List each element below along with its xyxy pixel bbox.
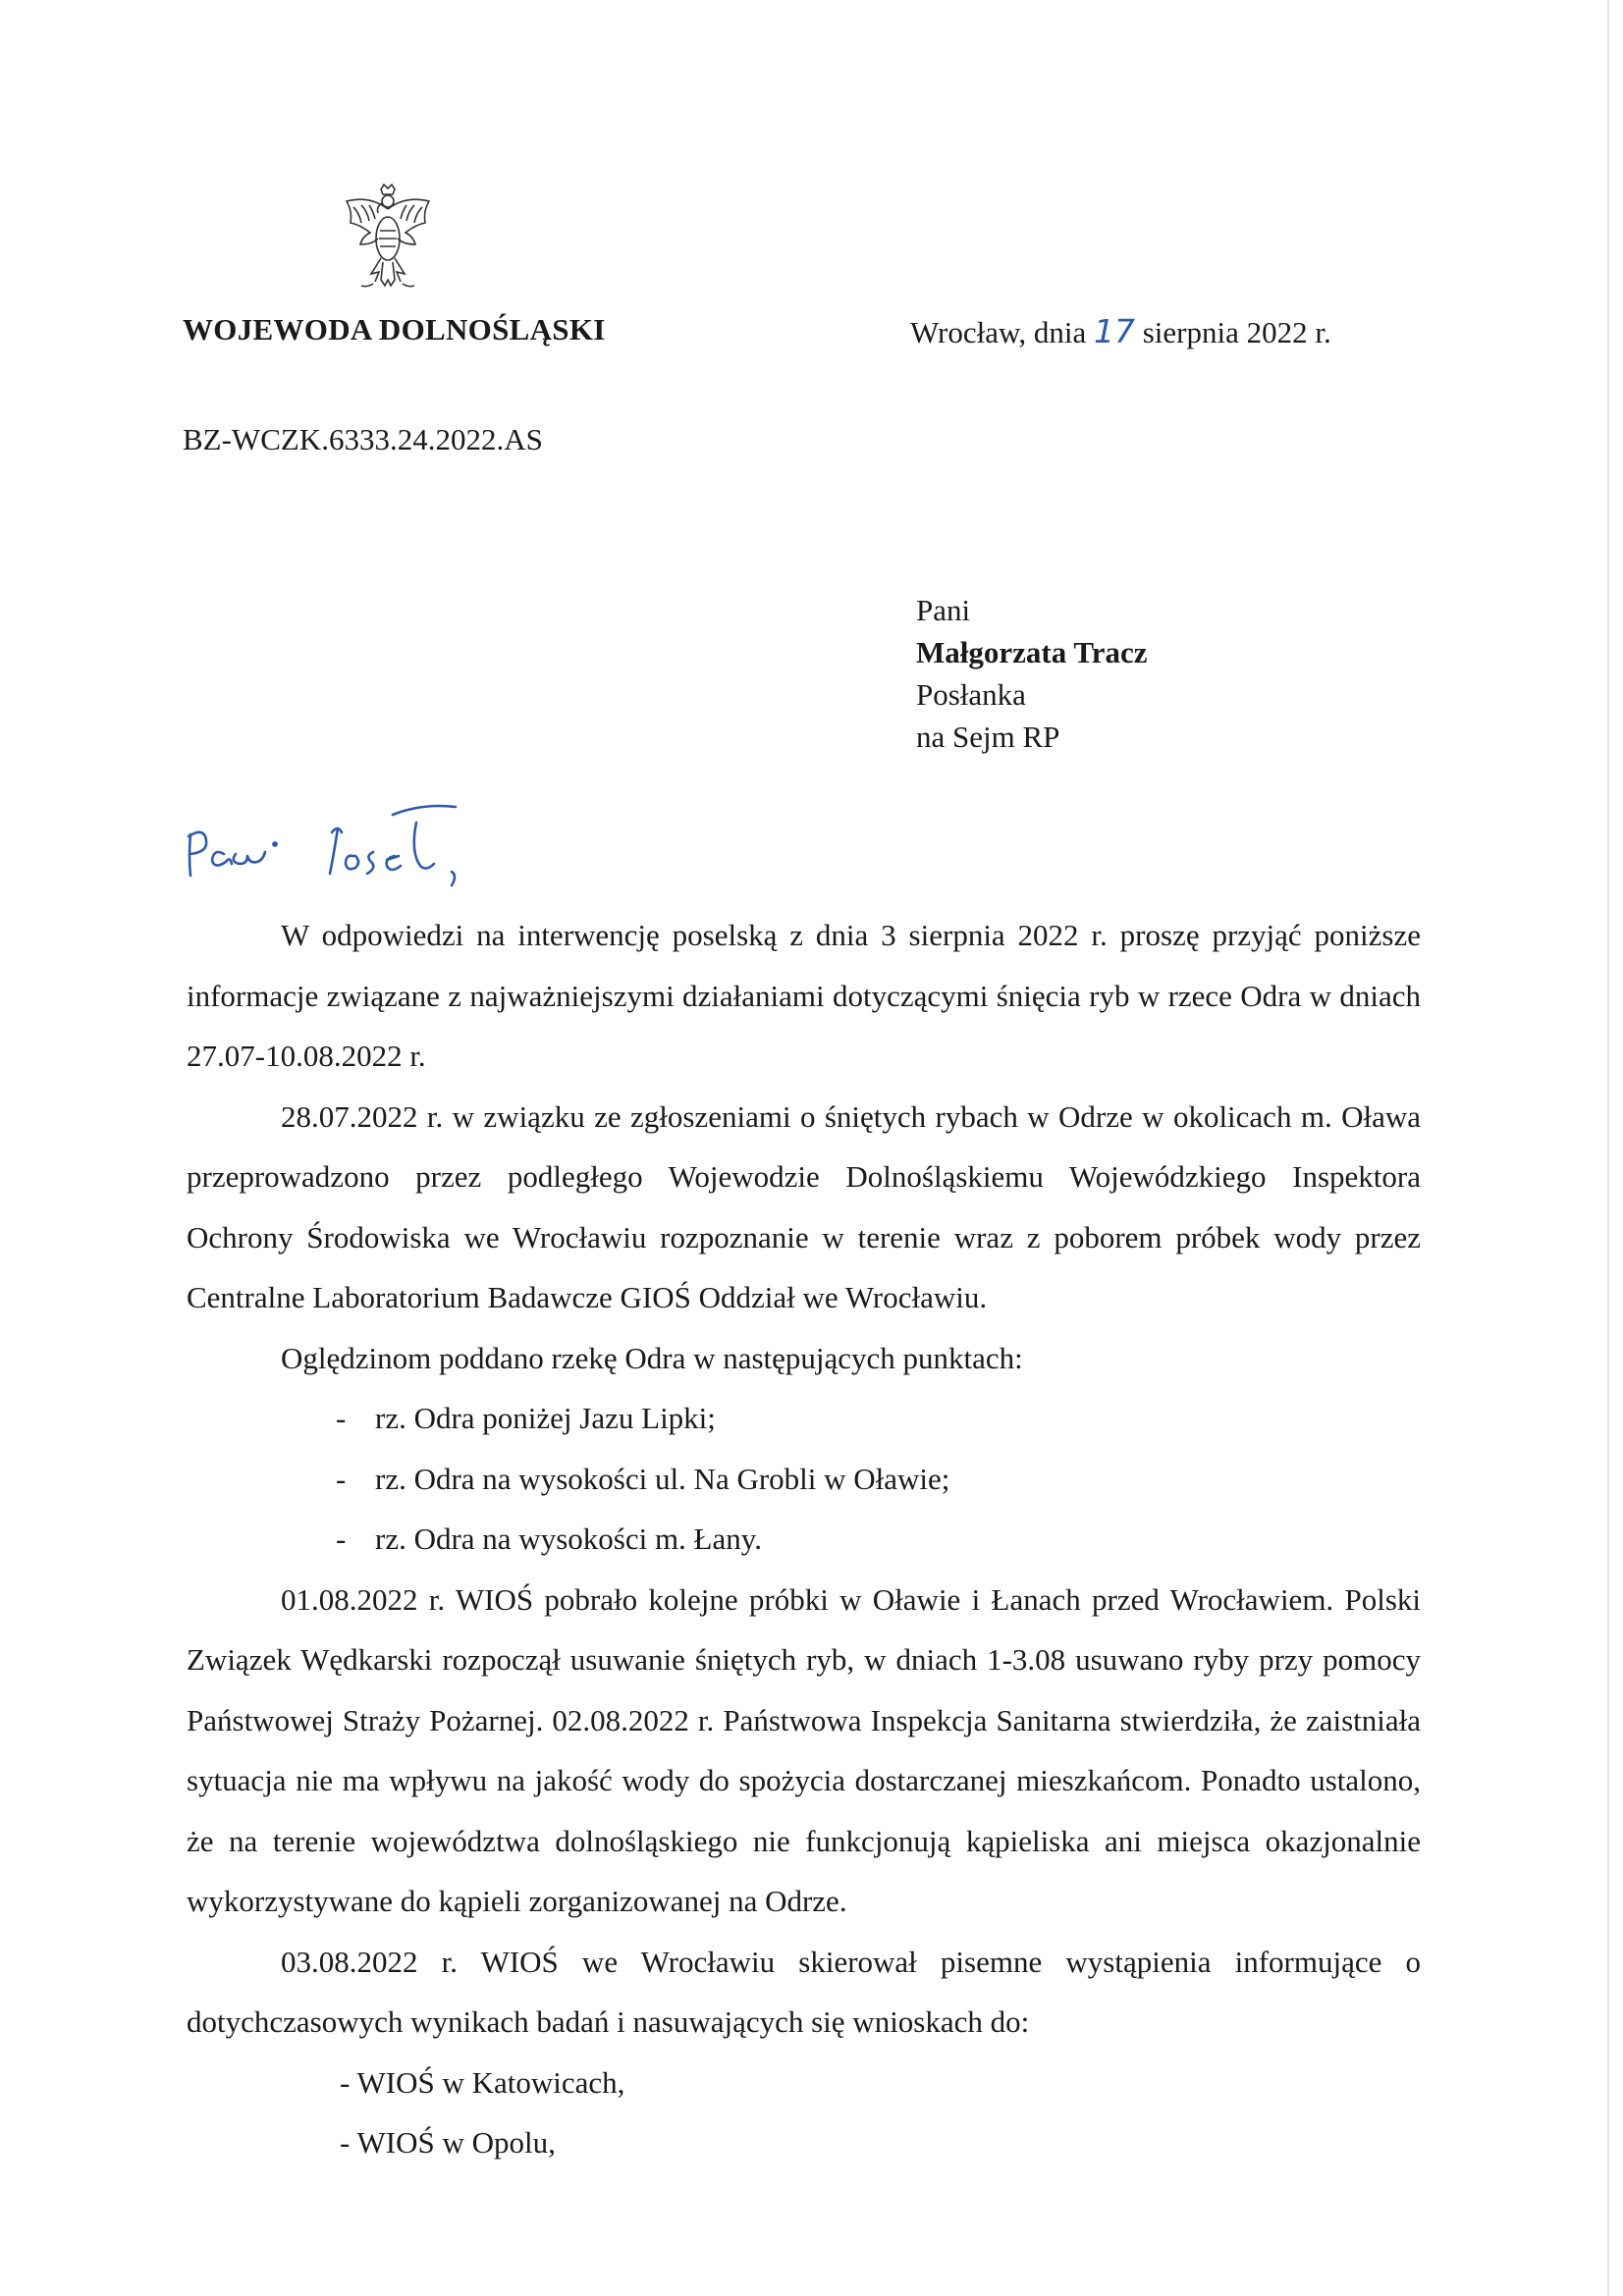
paragraph-3: Oględzinom poddano rzekę Odra w następujących punktach: — [281, 1340, 1023, 1375]
date-prefix: Wrocław, dnia — [910, 315, 1087, 349]
list-item: - WIOŚ w Katowicach, — [340, 2064, 625, 2100]
paragraph-4: 01.08.2022 r. WIOŚ pobrało kolejne próbki w Oławie i Łanach przed Wrocławiem. Polski Związek Wędkarski rozpoczął usuwanie śniętych ryb, w dniach 1-3.08 usuwano ryby przy pomocy Państwowej Straży Pożarnej. 02.08.2022 r. Państwowa Inspekcja Sanitarna stwierdziła, że zaistniała sytuacja nie ma wpływu na jakość wody do spożycia dostarczanej mieszkańcom. Ponadto ustalono, że na terenie województwa dolnośląskiego nie funkcjonują kąpieliska ani miejsca okazjonalnie wykorzystywane do kąpieli zorganizowanej na Odrze. — [187, 1581, 1421, 1918]
eagle-emblem-icon — [334, 182, 442, 299]
list-item: - rz. Odra poniżej Jazu Lipki; — [336, 1401, 716, 1435]
recipient-name: Małgorzata Tracz — [916, 635, 1148, 669]
letter-date — [910, 312, 1331, 350]
list-item: - WIOŚ w Opolu, — [340, 2125, 556, 2160]
issuer-title: WOJEWODA DOLNOŚLĄSKI — [183, 312, 606, 347]
paragraph-1: W odpowiedzi na interwencję poselską z dnia 3 sierpnia 2022 r. proszę przyjąć poniższe informacje związane z najważniejszymi działaniami dotyczącymi śnięcia ryb w rzece Odra w dniach 27.07-10.08.2022 r. — [187, 918, 1421, 1073]
handwritten-day: 17 — [1093, 312, 1135, 350]
recipient-block — [916, 589, 1148, 758]
list-item: - rz. Odra na wysokości m. Łany. — [336, 1522, 762, 1556]
letter-body — [187, 905, 1421, 2173]
paragraph-2: 28.07.2022 r. w związku ze zgłoszeniami o śniętych rybach w Odrze w okolicach m. Oława przeprowadzono przez podległego Wojewodzie Dolnośląskiemu Wojewódzkiego Inspektora Ochrony Środowiska we Wrocławiu rozpoznanie w terenie wraz z poborem próbek wody przez Centralne Laboratorium Badawcze GIOŚ Oddział we Wrocławiu. — [187, 1098, 1421, 1314]
date-suffix: sierpnia 2022 r. — [1142, 315, 1331, 349]
scan-edge-line — [1607, 0, 1609, 2296]
paragraph-5: 03.08.2022 r. WIOŚ we Wrocławiu skierował pisemne wystąpienia informujące o dotychczasowych wynikach badań i nasuwających się wnioskach do: — [187, 1944, 1421, 2039]
handwritten-salutation — [177, 793, 530, 901]
recipient-line-3: Posłanka — [916, 677, 1026, 712]
list-item: - rz. Odra na wysokości ul. Na Grobli w Oławie; — [336, 1461, 950, 1496]
recipient-line-1: Pani — [916, 593, 971, 627]
list-item-text: rz. Odra poniżej Jazu Lipki; — [375, 1401, 716, 1435]
recipient-line-4: na Sejm RP — [916, 720, 1060, 754]
list-item-text: rz. Odra na wysokości ul. Na Grobli w Oławie; — [375, 1461, 950, 1496]
list-item-text: rz. Odra na wysokości m. Łany. — [375, 1522, 762, 1556]
reference-number: BZ-WCZK.6333.24.2022.AS — [183, 422, 543, 456]
